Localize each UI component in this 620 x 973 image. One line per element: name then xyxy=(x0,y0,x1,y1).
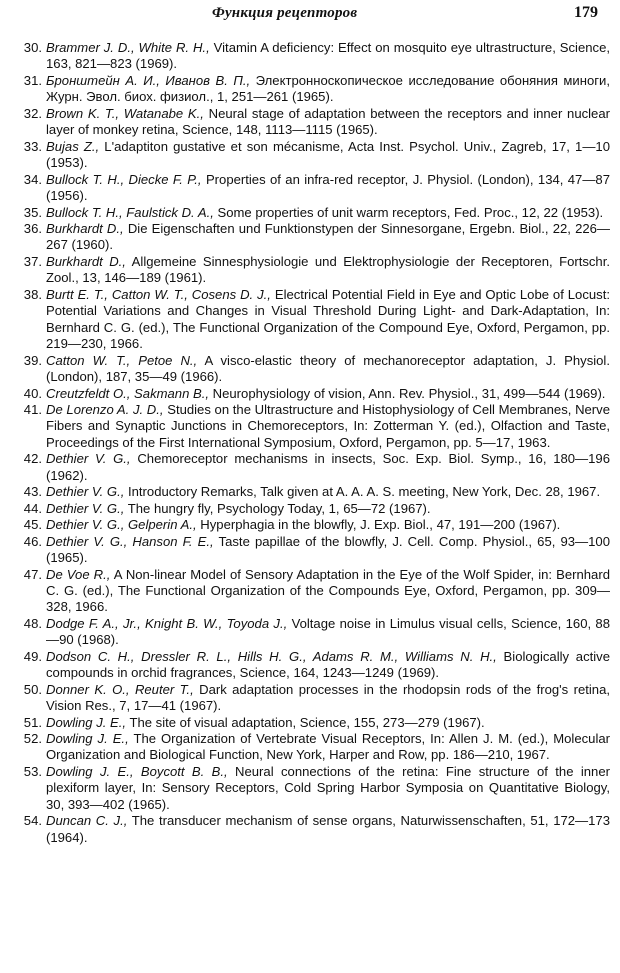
reference-number: 41. xyxy=(23,401,42,417)
reference-details: A Non-linear Model of Sensory Adaptation in the Eye of the Wolf Spider, in: Bernhard C. G. (ed.), The Functional Organization of the Compounds Eye, Oxford, Pergamon, pp. 309—328, 1966. xyxy=(46,566,610,615)
reference-list xyxy=(16,40,610,846)
reference-details: Neural connections of the retina: Fine structure of the inner plexiform layer, In: Sensory Receptors, Cold Spring Harbor Symposia on Quantitative Biology, 30, 393—402 (1965). xyxy=(46,763,610,812)
reference-text xyxy=(46,205,610,221)
reference-number: 45. xyxy=(23,517,42,533)
reference-text xyxy=(46,402,610,451)
reference-authors: Dodge F. A., Jr., Knight B. W., Toyoda J., xyxy=(46,615,288,631)
reference-number: 42. xyxy=(23,451,42,467)
reference-authors: Бронштейн А. И., Иванов В. П., xyxy=(46,72,251,88)
reference-authors: Dowling J. E., xyxy=(46,714,127,730)
reference-number: 33. xyxy=(23,138,42,154)
reference-entry xyxy=(16,40,610,73)
reference-details: Properties of an infra-red receptor, J. Physiol. (London), 134, 47—87 (1956). xyxy=(46,171,610,204)
page-number: 179 xyxy=(574,4,598,21)
reference-details: Taste papillae of the blowfly, J. Cell. Comp. Physiol., 65, 93—100 (1965). xyxy=(46,533,610,566)
reference-details: The transducer mechanism of sense organs, Naturwissenschaften, 51, 172—173 (1964). xyxy=(46,813,610,845)
reference-details: The hungry fly, Psychology Today, 1, 65—72 (1967). xyxy=(124,500,431,516)
reference-entry xyxy=(16,402,610,451)
reference-authors: Bullock T. H., Diecke F. P., xyxy=(46,171,202,187)
reference-details: Vitamin A deficiency: Effect on mosquito eye ultrastructure, Science, 163, 821—823 (1969). xyxy=(46,40,610,72)
reference-number: 32. xyxy=(23,105,42,121)
reference-number: 50. xyxy=(23,681,42,697)
reference-authors: Dethier V. G., Hanson F. E., xyxy=(46,533,214,549)
reference-entry xyxy=(16,534,610,567)
reference-details: The Organization of Vertebrate Visual Receptors, In: Allen J. M. (ed.), Molecular Organization and Biological Function, New York, Harper and Row, pp. 186—210, 1967. xyxy=(46,731,610,763)
reference-text xyxy=(46,106,610,139)
reference-entry xyxy=(16,451,610,484)
reference-text xyxy=(46,517,610,533)
reference-text xyxy=(46,813,610,846)
page-header xyxy=(0,2,620,24)
reference-text xyxy=(46,715,610,731)
reference-details: Some properties of unit warm receptors, Fed. Proc., 12, 22 (1953). xyxy=(213,204,604,220)
reference-text xyxy=(46,484,610,500)
reference-details: A visco-elastic theory of mechanoreceptor adaptation, J. Physiol. (London), 187, 35—49 (1966). xyxy=(46,352,610,385)
reference-number: 39. xyxy=(23,352,42,368)
reference-text xyxy=(46,731,610,764)
reference-details: Studies on the Ultrastructure and Histophysiology of Cell Membranes, Nerve Fibers and Synaptic Junctions in Chemoreceptors, In: Zotterman Y. (ed.), Olfaction and Taste, Proceedings of the First International Symposium, Oxford, Pergamon, pp. 5—17, 1963. xyxy=(46,401,610,450)
reference-details: Hyperphagia in the blowfly, J. Exp. Biol., 47, 191—200 (1967). xyxy=(196,517,561,533)
reference-text xyxy=(46,386,610,402)
reference-authors: Bullock T. H., Faulstick D. A., xyxy=(46,204,214,220)
reference-details: Chemoreceptor mechanisms in insects, Soc. Exp. Biol. Symp., 16, 180—196 (1962). xyxy=(46,451,610,483)
reference-authors: Bujas Z., xyxy=(46,138,100,154)
reference-number: 49. xyxy=(23,648,42,664)
reference-text xyxy=(46,73,610,106)
reference-entry xyxy=(16,484,610,500)
reference-number: 36. xyxy=(23,220,42,236)
reference-entry xyxy=(16,567,610,616)
reference-authors: Burkhardt D., xyxy=(46,253,126,269)
reference-details: Voltage noise in Limulus visual cells, Science, 160, 88—90 (1968). xyxy=(46,615,610,648)
reference-number: 35. xyxy=(23,204,42,220)
running-title: Функция рецепторов xyxy=(212,5,358,21)
reference-number: 46. xyxy=(23,533,42,549)
reference-authors: De Lorenzo A. J. D., xyxy=(46,401,164,417)
reference-entry xyxy=(16,205,610,221)
reference-details: Allgemeine Sinnesphysiologie und Elektrophysiologie der Receptoren, Fortschr. Zool., 13, 146—189 (1961). xyxy=(46,253,610,286)
reference-entry xyxy=(16,501,610,517)
reference-entry xyxy=(16,616,610,649)
reference-number: 47. xyxy=(23,566,42,582)
reference-number: 37. xyxy=(23,253,42,269)
reference-details: Электронноскопическое исследование обоняния миноги, Журн. Эвол. биох. физиол., 1, 251—261 (1965). xyxy=(46,72,610,105)
reference-authors: Dethier V. G., xyxy=(46,451,131,467)
reference-text xyxy=(46,139,610,172)
reference-authors: Dodson C. H., Dressler R. L., Hills H. G., Adams R. M., Williams N. H., xyxy=(46,648,497,664)
reference-number: 38. xyxy=(23,286,42,302)
reference-authors: Dowling J. E., Boycott B. B., xyxy=(46,763,228,779)
reference-text xyxy=(46,287,610,353)
reference-number: 44. xyxy=(23,500,42,516)
reference-authors: Dethier V. G., xyxy=(46,500,125,516)
reference-entry xyxy=(16,649,610,682)
reference-entry xyxy=(16,731,610,764)
reference-authors: Dethier V. G., xyxy=(46,484,125,500)
reference-text xyxy=(46,764,610,813)
reference-number: 43. xyxy=(23,484,42,500)
reference-text xyxy=(46,451,610,484)
reference-authors: Dethier V. G., Gelperin A., xyxy=(46,517,197,533)
reference-number: 30. xyxy=(23,40,42,55)
reference-entry xyxy=(16,813,610,846)
reference-authors: Donner K. O., Reuter T., xyxy=(46,681,194,697)
reference-entry xyxy=(16,682,610,715)
reference-text xyxy=(46,254,610,287)
reference-entry xyxy=(16,386,610,402)
reference-text xyxy=(46,221,610,254)
reference-number: 40. xyxy=(23,385,42,401)
reference-details: L'adaptiton gustative et son mécanisme, Acta Inst. Psychol. Univ., Zagreb, 17, 1—10 (1953). xyxy=(46,138,610,171)
reference-number: 31. xyxy=(23,72,42,88)
reference-text xyxy=(46,616,610,649)
reference-authors: Catton W. T., Petoe N., xyxy=(46,352,198,368)
reference-authors: Creutzfeldt O., Sakmann B., xyxy=(46,385,210,401)
reference-authors: Dowling J. E., xyxy=(46,731,129,747)
reference-number: 52. xyxy=(23,731,42,747)
reference-authors: Brown K. T., Watanabe K., xyxy=(46,105,204,121)
reference-text xyxy=(46,172,610,205)
reference-details: Introductory Remarks, Talk given at A. A. A. S. meeting, New York, Dec. 28, 1967. xyxy=(124,484,601,500)
reference-number: 53. xyxy=(23,763,42,779)
reference-number: 34. xyxy=(23,171,42,187)
reference-entry xyxy=(16,172,610,205)
reference-authors: Duncan C. J., xyxy=(46,813,128,829)
reference-details: Neurophysiology of vision, Ann. Rev. Physiol., 31, 499—544 (1969). xyxy=(209,385,606,401)
reference-details: Dark adaptation processes in the rhodopsin rods of the frog's retina, Vision Res., 7, 17—41 (1967). xyxy=(46,681,610,714)
reference-details: The site of visual adaptation, Science, 155, 273—279 (1967). xyxy=(126,714,485,730)
reference-text xyxy=(46,353,610,386)
reference-text xyxy=(46,682,610,715)
reference-number: 51. xyxy=(23,714,42,730)
reference-entry xyxy=(16,106,610,139)
reference-details: Electrical Potential Field in Eye and Optic Lobe of Locust: Potential Variations and Changes in Visual Threshold During Light- and Dark-Adaptation, In: Bernhard C. G. (ed.), The Functional Organization of the Compound Eye, Oxford, Pergamon, pp. 219—230, 1966. xyxy=(46,286,610,352)
reference-authors: De Voe R., xyxy=(46,566,111,582)
reference-text xyxy=(46,501,610,517)
reference-details: Die Eigenschaften und Funktionstypen der Sinnesorgane, Ergebn. Biol., 22, 226—267 (1960). xyxy=(46,220,611,253)
reference-authors: Burtt E. T., Catton W. T., Cosens D. J., xyxy=(46,286,271,302)
reference-entry xyxy=(16,221,610,254)
reference-number: 48. xyxy=(23,615,42,631)
reference-text xyxy=(46,534,610,567)
reference-number: 54. xyxy=(23,813,42,829)
reference-authors: Burkhardt D., xyxy=(46,220,124,236)
reference-entry xyxy=(16,287,610,353)
reference-entry xyxy=(16,517,610,533)
reference-entry xyxy=(16,254,610,287)
reference-entry xyxy=(16,353,610,386)
reference-entry xyxy=(16,715,610,731)
reference-entry xyxy=(16,139,610,172)
reference-entry xyxy=(16,764,610,813)
reference-details: Neural stage of adaptation between the receptors and inner nuclear layer of monkey retina, Science, 148, 1113—1115 (1965). xyxy=(46,105,610,138)
reference-text xyxy=(46,567,610,616)
reference-entry xyxy=(16,73,610,106)
reference-text xyxy=(46,40,610,73)
reference-authors: Brammer J. D., White R. H., xyxy=(46,40,210,55)
reference-details: Biologically active compounds in orchid fragrances, Science, 164, 1243—1249 (1969). xyxy=(46,648,610,681)
reference-text xyxy=(46,649,610,682)
